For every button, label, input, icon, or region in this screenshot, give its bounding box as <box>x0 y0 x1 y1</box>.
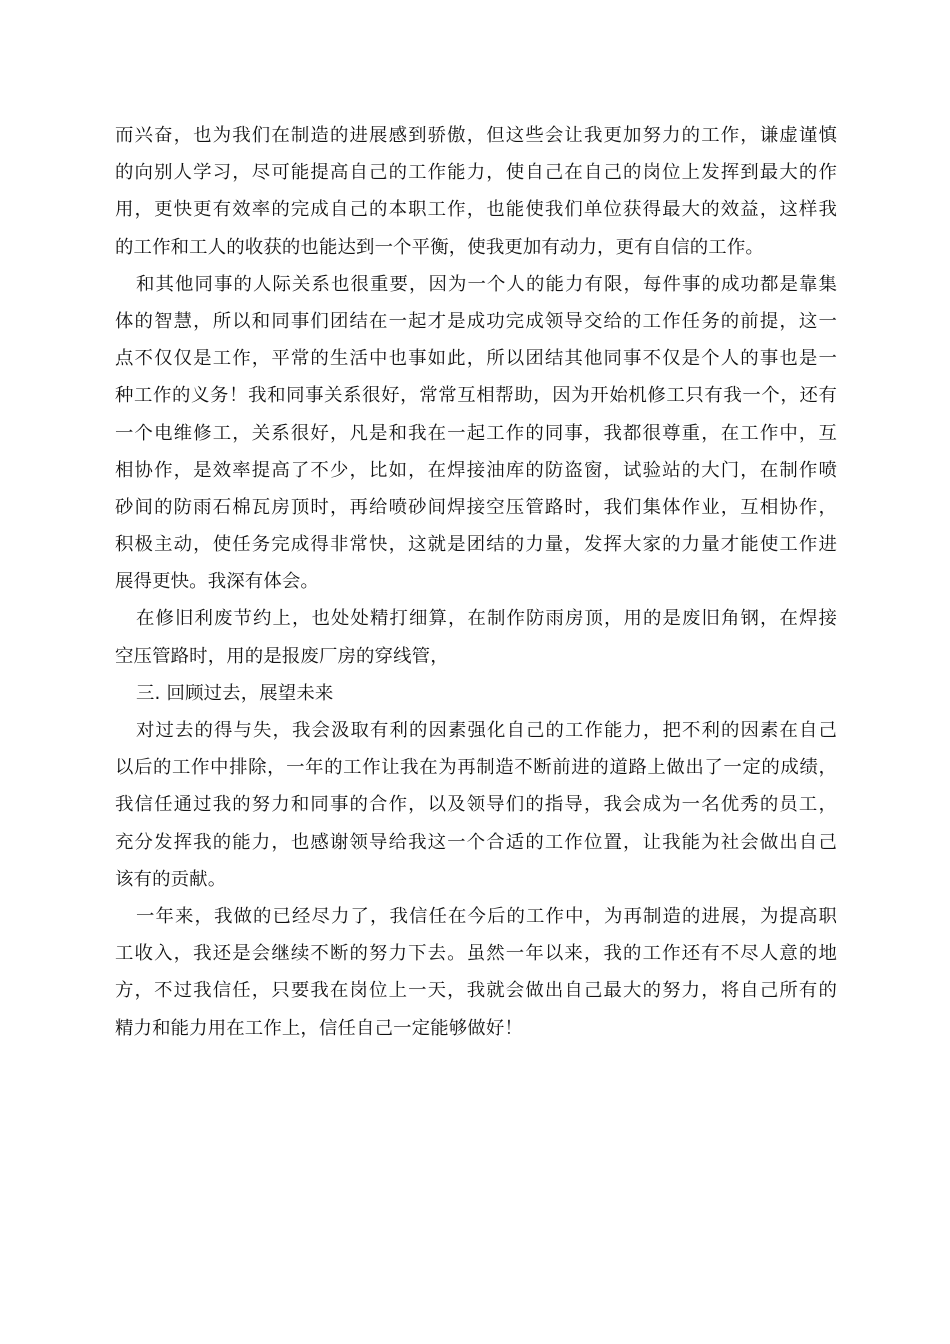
paragraph-line: 而兴奋，也为我们在制造的进展感到骄傲，但这些会让我更加努力的工作，谦虚谨慎 <box>115 125 837 146</box>
paragraph-line: 的向别人学习，尽可能提高自己的工作能力，使自己在自己的岗位上发挥到最大的作 <box>115 162 837 184</box>
paragraph-line: 以后的工作中排除，一年的工作让我在为再制造不断前进的道路上做出了一定的成绩， <box>115 757 837 779</box>
paragraph-line: 用，更快更有效率的完成自己的本职工作，也能使我们单位获得最大的效益，这样我 <box>115 199 837 221</box>
section-heading: 三. 回顾过去，展望未来 <box>136 682 334 704</box>
paragraph-line: 和其他同事的人际关系也很重要，因为一个人的能力有限，每件事的成功都是靠集 <box>136 273 837 295</box>
paragraph-line: 在修旧利废节约上，也处处精打细算，在制作防雨房顶，用的是废旧角钢，在焊接 <box>136 608 837 630</box>
document-body <box>115 117 837 1047</box>
paragraph-line: 充分发挥我的能力，也感谢领导给我这一个合适的工作位置，让我能为社会做出自己 <box>115 831 837 853</box>
paragraph-line: 种工作的义务！我和同事关系很好，常常互相帮助，因为开始机修工只有我一个，还有 <box>115 385 837 407</box>
paragraph-line: 积极主动，使任务完成得非常快，这就是团结的力量，发挥大家的力量才能使工作进 <box>115 534 837 556</box>
paragraph-line: 一年来，我做的已经尽力了，我信任在今后的工作中，为再制造的进展，为提高职 <box>136 905 837 927</box>
paragraph-line: 展得更快。我深有体会。 <box>115 571 319 593</box>
paragraph-line: 点不仅仅是工作，平常的生活中也事如此，所以团结其他同事不仅是个人的事也是一 <box>115 348 837 370</box>
paragraph-line: 工收入，我还是会继续不断的努力下去。虽然一年以来，我的工作还有不尽人意的地 <box>115 943 837 965</box>
paragraph-line: 精力和能力用在工作上，信任自己一定能够做好！ <box>115 1017 523 1039</box>
paragraph-line: 空压管路时，用的是报废厂房的穿线管， <box>115 645 449 667</box>
paragraph-line: 我信任通过我的努力和同事的合作，以及领导们的指导，我会成为一名优秀的员工， <box>115 794 837 816</box>
paragraph-line: 对过去的得与失，我会汲取有利的因素强化自己的工作能力，把不利的因素在自己 <box>136 720 837 741</box>
paragraph-line: 相协作，是效率提高了不少，比如，在焊接油库的防盗窗，试验站的大门，在制作喷 <box>115 459 837 481</box>
paragraph-line: 该有的贡献。 <box>115 868 227 890</box>
paragraph-line: 方，不过我信任，只要我在岗位上一天，我就会做出自己最大的努力，将自己所有的 <box>115 980 837 1002</box>
paragraph-line: 砂间的防雨石棉瓦房顶时，再给喷砂间焊接空压管路时，我们集体作业，互相协作， <box>115 496 837 518</box>
paragraph-line: 一个电维修工，关系很好，凡是和我在一起工作的同事，我都很尊重，在工作中，互 <box>115 422 837 444</box>
paragraph-line: 的工作和工人的收获的也能达到一个平衡，使我更加有动力，更有自信的工作。 <box>115 236 764 258</box>
paragraph-line: 体的智慧，所以和同事们团结在一起才是成功完成领导交给的工作任务的前提，这一 <box>115 310 837 332</box>
